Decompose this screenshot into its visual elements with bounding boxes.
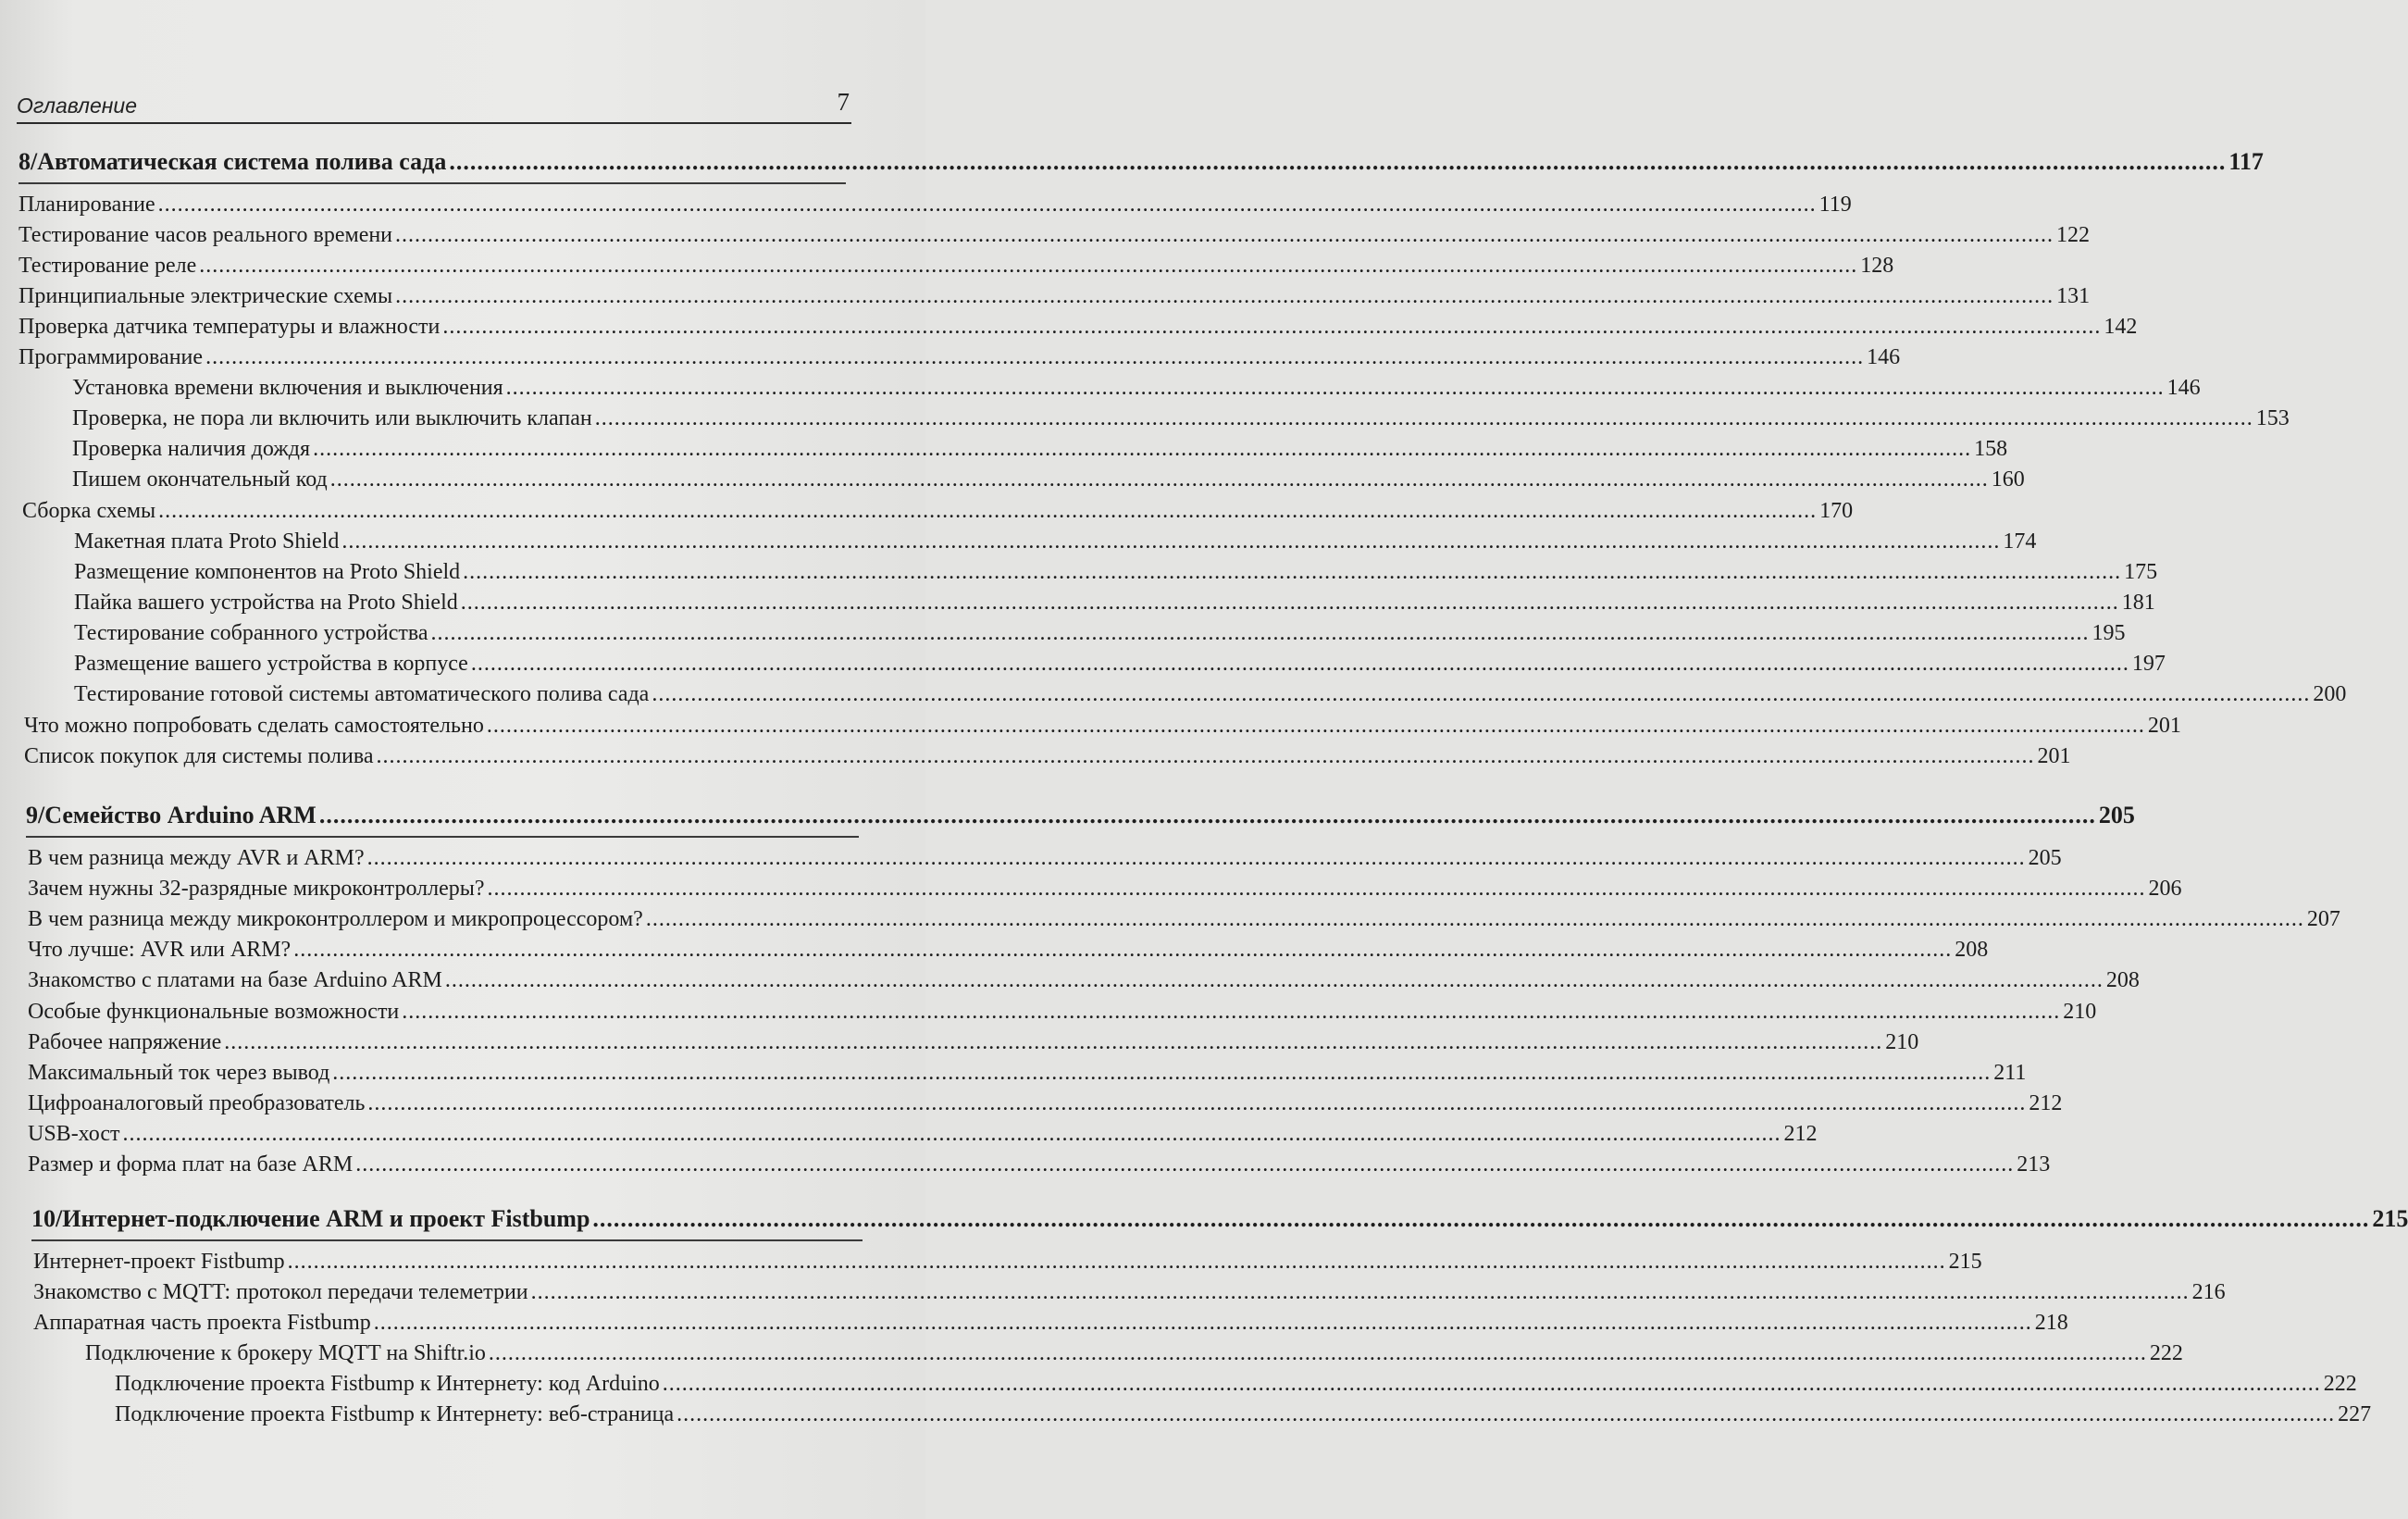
toc-entry[interactable]: [19, 315, 2138, 340]
toc-leader: [431, 621, 2090, 646]
toc-entry-page: 200: [2313, 682, 2347, 706]
toc-leader: [367, 846, 2026, 871]
toc-entry-page: 212: [2029, 1091, 2063, 1115]
toc-entry[interactable]: [72, 376, 2201, 401]
toc-entry[interactable]: [33, 1311, 2068, 1336]
toc-entry[interactable]: [28, 877, 2182, 902]
toc-entry-title: Зачем нужны 32-разрядные микроконтроллеры?: [28, 877, 485, 901]
toc-leader: [367, 1091, 2026, 1116]
toc-entry[interactable]: [115, 1372, 2357, 1397]
toc-entry-title: Принципиальные электрические схемы: [19, 284, 393, 308]
toc-leader: [355, 1152, 2014, 1177]
toc-entry[interactable]: [19, 284, 2091, 309]
toc-leader: [395, 284, 2054, 309]
toc-leader: [449, 148, 2226, 176]
toc-entry-page: 218: [2034, 1311, 2068, 1335]
toc-entry-title: Список покупок для системы полива: [24, 744, 374, 768]
toc-entry[interactable]: [74, 529, 2037, 554]
toc-entry[interactable]: [115, 1402, 2372, 1427]
toc-entry-page: 208: [2105, 968, 2140, 992]
toc-entry-page: 142: [2104, 315, 2138, 339]
toc-entry-title: Планирование: [19, 193, 155, 217]
toc-entry-title: Максимальный ток через вывод: [28, 1061, 330, 1085]
toc-entry[interactable]: [33, 1250, 1982, 1275]
toc-entry-title: Подключение проекта Fistbump к Интернету: код Arduino: [115, 1372, 660, 1396]
toc-chapter-title: 9/Семейство Arduino ARM: [26, 802, 317, 828]
toc-entry-title: Особые функциональные возможности: [28, 1000, 400, 1024]
toc-entry-page: 212: [1783, 1122, 1818, 1146]
toc-leader: [288, 1250, 1946, 1275]
toc-entry-title: В чем разница между AVR и ARM?: [28, 846, 365, 870]
toc-entry[interactable]: [28, 1061, 2027, 1086]
toc-leader: [487, 714, 2145, 739]
toc-entry-page: 160: [1991, 467, 2025, 492]
toc-entry[interactable]: [22, 499, 1854, 524]
toc-entry-page: 222: [2149, 1341, 2183, 1365]
toc-leader: [461, 591, 2119, 616]
toc-leader: [663, 1372, 2321, 1397]
header-section-title: Оглавление: [17, 93, 137, 118]
toc-entry[interactable]: [28, 968, 2140, 993]
toc-entry-page: 213: [2017, 1152, 2051, 1177]
toc-entry-title: Рабочее напряжение: [28, 1030, 222, 1054]
toc-leader: [592, 1205, 2369, 1233]
toc-leader: [402, 1000, 2060, 1025]
toc-entry-page: 181: [2121, 591, 2155, 615]
toc-entry[interactable]: [28, 938, 1989, 963]
toc-entry-page: 215: [1948, 1250, 1982, 1274]
toc-entry-page: 210: [2063, 1000, 2097, 1024]
toc-entry-title: Сборка схемы: [22, 499, 156, 523]
toc-entry[interactable]: [28, 846, 2062, 871]
toc-entry-page: 222: [2323, 1372, 2357, 1396]
toc-entry-title: Установка времени включения и выключения: [72, 376, 503, 400]
toc-entry[interactable]: [74, 560, 2158, 585]
toc-entry[interactable]: [28, 1000, 2097, 1025]
toc-entry-page: 201: [2147, 714, 2181, 738]
chapter-9-divider: [26, 836, 859, 838]
toc-leader: [224, 1030, 1882, 1055]
toc-entry-title: Размер и форма плат на базе ARM: [28, 1152, 354, 1177]
toc-entry[interactable]: [19, 254, 1894, 279]
toc-leader: [123, 1122, 1781, 1147]
toc-entry-page: 216: [2191, 1280, 2226, 1304]
toc-chapter-page: 117: [2228, 148, 2264, 175]
toc-entry[interactable]: [19, 223, 2091, 248]
toc-entry[interactable]: [19, 345, 1901, 370]
toc-leader: [313, 437, 1971, 462]
toc-chapter-title: 8/Автоматическая система полива сада: [19, 148, 447, 175]
toc-entry-page: 170: [1819, 499, 1854, 523]
toc-entry-page: 131: [2056, 284, 2091, 308]
toc-leader: [158, 499, 1817, 524]
toc-entry-title: Что лучше: AVR или ARM?: [28, 938, 292, 962]
toc-entry-page: 146: [1867, 345, 1901, 369]
toc-chapter-page: 205: [2098, 802, 2135, 828]
toc-entry[interactable]: [74, 682, 2347, 707]
toc-leader: [646, 907, 2304, 932]
toc-leader: [652, 682, 2310, 707]
toc-entry-page: 158: [1974, 437, 2008, 461]
toc-leader: [332, 1061, 1991, 1086]
toc-entry-title: Программирование: [19, 345, 204, 369]
toc-entry-title: USB-хост: [28, 1122, 120, 1146]
toc-leader: [442, 315, 2101, 340]
toc-entry-title: Проверка наличия дождя: [72, 437, 311, 461]
toc-entry-title: Тестирование часов реального времени: [19, 223, 393, 247]
toc-leader: [395, 223, 2054, 248]
toc-entry[interactable]: [28, 1152, 2051, 1177]
toc-leader: [531, 1280, 2190, 1305]
toc-entry-page: 208: [1955, 938, 1989, 962]
toc-leader: [205, 345, 1864, 370]
toc-chapter-page: 215: [2372, 1205, 2408, 1232]
toc-leader: [319, 802, 2096, 829]
toc-entry[interactable]: [33, 1280, 2226, 1305]
toc-chapter-9[interactable]: [26, 802, 2135, 829]
toc-entry-page: 206: [2148, 877, 2182, 901]
toc-entry[interactable]: [28, 1091, 2063, 1116]
toc-entry-title: Знакомство с MQTT: протокол передачи телеметрии: [33, 1280, 528, 1304]
toc-entry[interactable]: [72, 437, 2008, 462]
toc-entry[interactable]: [72, 406, 2290, 431]
toc-entry-title: В чем разница между микроконтроллером и микропроцессором?: [28, 907, 643, 931]
toc-entry-title: Что можно попробовать сделать самостоятельно: [24, 714, 484, 738]
toc-leader: [158, 193, 1817, 218]
toc-entry[interactable]: [85, 1341, 2183, 1366]
toc-entry-page: 211: [1993, 1061, 2027, 1085]
toc-leader: [506, 376, 2165, 401]
toc-chapter-10[interactable]: [31, 1205, 2408, 1233]
toc-entry-title: Проверка, не пора ли включить или выключить клапан: [72, 406, 592, 430]
toc-entry[interactable]: [24, 714, 2181, 739]
toc-leader: [374, 1311, 2032, 1336]
toc-leader: [676, 1402, 2335, 1427]
toc-entry-title: Тестирование собранного устройства: [74, 621, 428, 645]
toc-leader: [488, 877, 2146, 902]
toc-leader: [330, 467, 1989, 492]
chapter-8-divider: [19, 182, 846, 184]
toc-leader: [199, 254, 1857, 279]
toc-entry-title: Тестирование реле: [19, 254, 197, 278]
toc-leader: [489, 1341, 2147, 1366]
header-page-number: 7: [837, 88, 850, 116]
toc-entry-title: Знакомство с платами на базе Arduino ARM: [28, 968, 442, 992]
toc-leader: [445, 968, 2104, 993]
toc-entry-page: 227: [2338, 1402, 2372, 1426]
toc-entry[interactable]: [28, 1122, 1818, 1147]
toc-entry[interactable]: [74, 591, 2155, 616]
toc-entry-title: Подключение к брокеру MQTT на Shiftr.io: [85, 1341, 486, 1365]
toc-entry-title: Интернет-проект Fistbump: [33, 1250, 285, 1274]
toc-entry-title: Макетная плата Proto Shield: [74, 529, 340, 554]
toc-entry-page: 205: [2028, 846, 2062, 870]
toc-entry[interactable]: [28, 1030, 1919, 1055]
toc-leader: [463, 560, 2121, 585]
toc-entry-title: Пайка вашего устройства на Proto Shield: [74, 591, 458, 615]
toc-entry-page: 201: [2037, 744, 2071, 768]
toc-entry[interactable]: [72, 467, 2025, 492]
toc-entry-page: 197: [2131, 652, 2166, 676]
toc-leader: [293, 938, 1952, 963]
toc-entry-page: 175: [2124, 560, 2158, 584]
toc-entry-page: 210: [1885, 1030, 1919, 1054]
toc-leader: [377, 744, 2035, 769]
toc-entry-title: Тестирование готовой системы автоматического полива сада: [74, 682, 650, 706]
toc-entry-title: Аппаратная часть проекта Fistbump: [33, 1311, 371, 1335]
toc-entry[interactable]: [74, 652, 2166, 677]
toc-entry-title: Проверка датчика температуры и влажности: [19, 315, 441, 339]
toc-entry-title: Размещение компонентов на Proto Shield: [74, 560, 461, 584]
toc-chapter-title: 10/Интернет-подключение ARM и проект Fistbump: [31, 1205, 590, 1232]
toc-entry-title: Подключение проекта Fistbump к Интернету: веб-страница: [115, 1402, 675, 1426]
toc-entry-page: 174: [2003, 529, 2037, 554]
toc-entry[interactable]: [28, 907, 2340, 932]
toc-entry-page: 195: [2091, 621, 2126, 645]
toc-leader: [471, 652, 2129, 677]
toc-leader: [595, 406, 2253, 431]
toc-entry-title: Пишем окончательный код: [72, 467, 328, 492]
toc-entry-page: 122: [2056, 223, 2091, 247]
toc-entry-title: Цифроаналоговый преобразователь: [28, 1091, 366, 1115]
toc-leader: [341, 529, 2000, 554]
chapter-10-divider: [31, 1239, 863, 1241]
running-header: [17, 83, 851, 124]
toc-chapter-8[interactable]: [19, 148, 2264, 176]
toc-entry[interactable]: [24, 744, 2071, 769]
toc-entry[interactable]: [19, 193, 1852, 218]
toc-entry-page: 146: [2166, 376, 2201, 400]
toc-entry[interactable]: [74, 621, 2126, 646]
toc-entry-page: 153: [2255, 406, 2290, 430]
toc-entry-page: 119: [1818, 193, 1852, 217]
toc-entry-page: 207: [2306, 907, 2340, 931]
toc-entry-title: Размещение вашего устройства в корпусе: [74, 652, 468, 676]
toc-entry-page: 128: [1860, 254, 1894, 278]
